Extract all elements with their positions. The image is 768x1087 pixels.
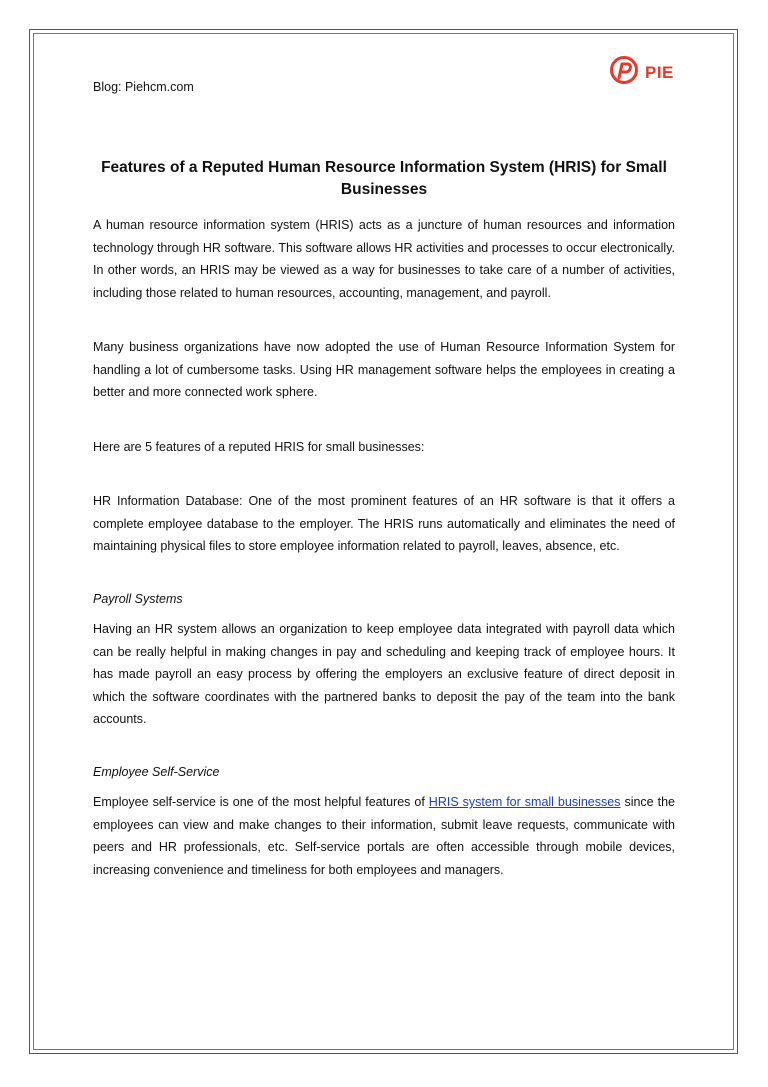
brand-logo <box>609 55 674 90</box>
features-intro: Here are 5 features of a reputed HRIS for small businesses: <box>93 439 425 454</box>
page-title: Features of a Reputed Human Resource Information System (HRIS) for Small Businesses <box>101 159 667 198</box>
hr-database-paragraph: HR Information Database: One of the most prominent features of an HR software is that it offers a complete employee database to the employer. The HRIS runs automatically and eliminates the need of maintaining physical files to store employee information related to payroll, leaves, absence, etc. <box>93 494 675 553</box>
payroll-heading: Payroll Systems <box>93 591 183 606</box>
hris-small-business-link[interactable]: HRIS system for small businesses <box>428 795 621 809</box>
self-service-text-start: Employee self-service is one of the most helpful features of <box>93 795 429 809</box>
blog-label: Blog: Piehcm.com <box>93 80 194 94</box>
self-service-text-end: since the employees can view and make changes to their information, submit leave requests, communicate with peers and HR professionals, etc. Self-service portals are often accessible through mobile devices, increasing convenience and timeliness for both employees and managers. <box>93 795 675 877</box>
article-body <box>93 157 675 881</box>
payroll-paragraph: Having an HR system allows an organization to keep employee data integrated with payroll data which can be really helpful in making changes in pay and scheduling and keeping track of employee hours. It has made payroll an easy process by offering the employers an exclusive feature of direct deposit in which the software coordinates with the partnered banks to deposit the pay of the team into the bank accounts. <box>93 622 675 726</box>
logo-text: PIE <box>645 62 674 82</box>
self-service-paragraph <box>93 791 675 881</box>
intro-paragraph: A human resource information system (HRIS) acts as a juncture of human resources and information technology through HR software. This software allows HR activities and processes to occur electronically. In other words, an HRIS may be viewed as a way for businesses to take care of a number of activities, including those related to human resources, accounting, management, and payroll. <box>93 218 675 300</box>
pie-logo-icon <box>609 55 639 90</box>
self-service-heading: Employee Self-Service <box>93 764 220 779</box>
adoption-paragraph: Many business organizations have now adopted the use of Human Resource Information System for handling a lot of cumbersome tasks. Using HR management software helps the employees in creating a better and more connected work sphere. <box>93 340 675 399</box>
